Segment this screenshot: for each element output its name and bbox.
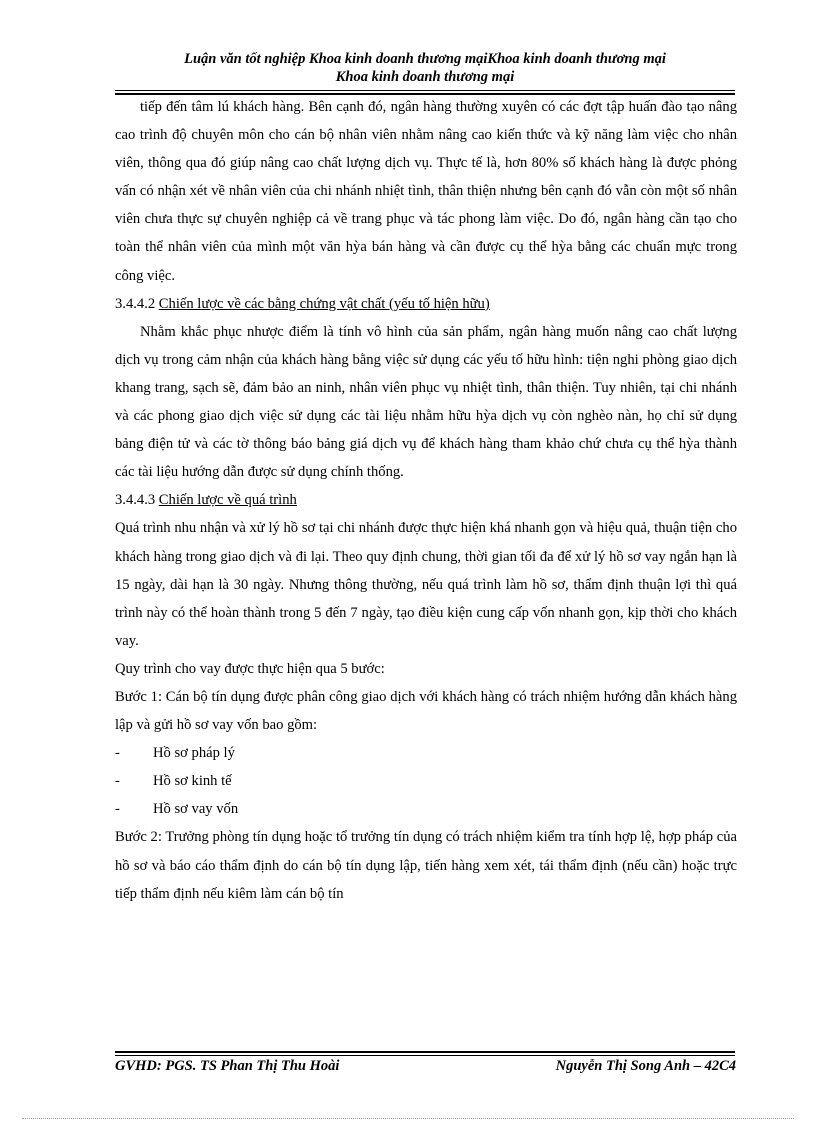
page-header: [115, 50, 735, 86]
section-heading-process: [115, 486, 737, 514]
paragraph-step-2: Bước 2: Trưởng phòng tín dụng hoặc tổ trưởng tín dụng có trách nhiệm kiểm tra tính hợp lệ, hợp pháp của hồ sơ và báo cáo thẩm định do cán bộ tín dụng lập, tiến hàng xem xét, tái thẩm định (nếu cần) hoặc trực tiếp thẩm định nếu kiêm làm cán bộ tín: [115, 829, 737, 902]
section-number: 3.4.4.3: [115, 492, 156, 509]
bullet-dash: -: [115, 745, 120, 762]
bullet-dash: -: [115, 801, 120, 818]
list-item-text: Hồ sơ kinh tế: [153, 773, 232, 790]
header-rule-thin: [115, 90, 735, 91]
header-line-1: Luận văn tốt nghiệp Khoa kinh doanh thương mạiKhoa kinh doanh thương mại: [184, 51, 666, 67]
footer-author: Nguyễn Thị Song Anh – 42C4: [555, 1058, 736, 1074]
footer-rule-thick: [115, 1051, 735, 1053]
paragraph-staff-culture: tiếp đến tâm lú khách hàng. Bên cạnh đó, ngân hàng thường xuyên có các đợt tập huấn đào tạo nâng cao trình độ chuyên môn cho cán bộ nhân viên nhằm nâng cao kiến thức và kỹ năng làm việc cho nhân viên, thông qua đó giúp nâng cao chất lượng dịch vụ. Thực tế là, hơn 80% số khách hàng là được phỏng vấn có nhận xét về nhân viên của chi nhánh nhiệt tình, thân thiện nhưng bên cạnh đó vẫn còn một số nhân viên chưa thực sự chuyên nghiệp cả về trang phục và tác phong làm việc. Do đó, ngân hàng cần tạo cho toàn thể nhân viên của mình một văn hỳa bán hàng và cần được cụ thể hỳa bằng các chuẩn mực trong công việc.: [115, 99, 737, 284]
page-edge: [22, 1118, 794, 1119]
paragraph-step-1: Bước 1: Cán bộ tín dụng được phân công giao dịch với khách hàng có trách nhiệm hướng dẫn khách hàng lập và gửi hồ sơ vay vốn bao gồm:: [115, 688, 737, 734]
header-line-2: Khoa kinh doanh thương mại: [335, 69, 515, 85]
section-title: Chiến lược về các bằng chứng vật chất (yếu tố hiện hữu): [158, 295, 490, 312]
paragraph-tangibles: Nhằm khắc phục nhược điểm là tính vô hình của sản phẩm, ngân hàng muốn nâng cao chất lượng dịch vụ trong cảm nhận của khách hàng bằng việc sử dụng các yếu tố hữu hình: tiện nghi phòng giao dịch khang trang, sạch sẽ, đảm bảo an ninh, nhân viên phục vụ nhiệt tình, thân thiện. Tuy nhiên, tại chi nhánh và các phong giao dịch việc sử dụng các tài liệu nhằm hữu hỳa dịch vụ còn nghèo nàn, họ chỉ sử dụng bảng điện tử và các tờ thông báo bảng giá dịch vụ để khách hàng tham khảo chứ chưa cụ thể hỳa thành các tài liệu hướng dẫn được sử dụng chính thống.: [115, 323, 737, 481]
bullet-dash: -: [115, 773, 120, 790]
section-heading-physical-evidence: [115, 290, 737, 318]
paragraph-loan-steps-intro: Quy trình cho vay được thực hiện qua 5 bước:: [115, 660, 385, 677]
section-number: 3.4.4.2: [115, 295, 156, 312]
list-item: [115, 795, 737, 823]
list-item: [115, 739, 737, 767]
paragraph-process: Quá trình nhu nhận và xử lý hồ sơ tại chi nhánh được thực hiện khá nhanh gọn và hiệu quả, thuận tiện cho khách hàng trong giao dịch và đi lại. Theo quy định chung, thời gian tối đa để xử lý hồ sơ vay ngắn hạn là 15 ngày, dài hạn là 30 ngày. Nhưng thông thường, nếu quá trình làm hồ sơ, thẩm định thuận lợi thì quá trình này có thể hoàn thành trong 5 đến 7 ngày, tạo điều kiện cung cấp vốn nhanh gọn, kịp thời cho khách vay.: [115, 520, 737, 649]
list-item-text: Hồ sơ vay vốn: [153, 801, 239, 818]
footer-rule-thin: [115, 1055, 735, 1056]
footer-supervisor: GVHD: PGS. TS Phan Thị Thu Hoài: [115, 1058, 340, 1074]
section-title: Chiến lược về quá trình: [158, 492, 297, 509]
list-item: [115, 767, 737, 795]
page-body: [115, 93, 737, 908]
list-item-text: Hồ sơ pháp lý: [153, 745, 235, 762]
